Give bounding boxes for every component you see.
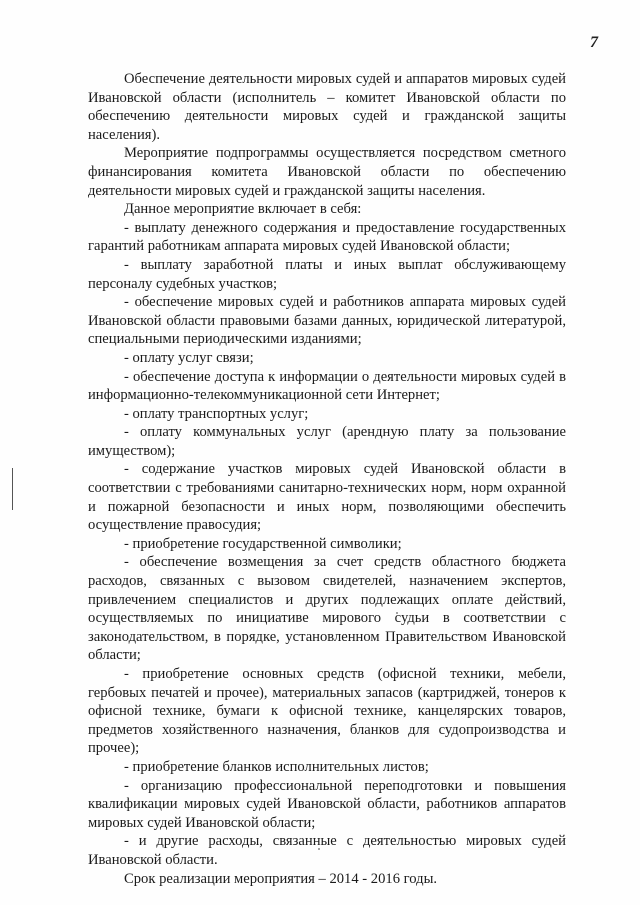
- document-body: [88, 70, 566, 888]
- list-item: - приобретение бланков исполнительных листов;: [124, 758, 429, 775]
- paragraph-financing: Мероприятие подпрограммы осуществляется посредством сметного финансирования комитета Ивановской области по обеспечению деятельности мировых судей и гражданской защиты населения.: [88, 145, 566, 199]
- list-item: - приобретение государственной символики;: [124, 535, 402, 552]
- list-item: - оплату коммунальных услуг (арендную плату за пользование имуществом);: [88, 424, 566, 459]
- list-item: - содержание участков мировых судей Ивановской области в соответствии с требованиями санитарно-технических норм, норм охранной и пожарной безопасности и иных норм, позволяющими обеспечить осуществление правосудия;: [88, 461, 566, 534]
- list-item: - приобретение основных средств (офисной техники, мебели, гербовых печатей и прочее), материальных запасов (картриджей, тонеров к офисной технике, бумаги к офисной технике, канцелярских товаров, предметов хозяйственного назначения, бланков для судопроизводства и прочее);: [88, 666, 566, 757]
- paragraph-intro: Обеспечение деятельности мировых судей и аппаратов мировых судей Ивановской области (исполнитель – комитет Ивановской области по обеспечению деятельности мировых судей и гражданской защиты населения).: [88, 71, 566, 143]
- paragraph-term: Срок реализации мероприятия – 2014 - 2016 годы.: [124, 870, 438, 887]
- list-item: - организацию профессиональной переподготовки и повышения квалификации мировых судей Ивановской области, работников аппаратов мировых судей Ивановской области;: [88, 777, 566, 831]
- list-item: - обеспечение возмещения за счет средств областного бюджета расходов, связанных с вызовом свидетелей, назначением экспертов, привлечением специалистов и других подлежащих оплате действий, осуществляемых по инициативе мирового судьи в соответствии с законодательством, в порядке, установленном Правительством Ивановской области;: [88, 554, 566, 664]
- list-item: - выплату денежного содержания и предоставление государственных гарантий работникам аппарата мировых судей Ивановской области;: [88, 219, 566, 255]
- page-number: 7: [590, 34, 598, 51]
- list-item: - оплату транспортных услуг;: [124, 405, 309, 422]
- list-item: - выплату заработной платы и иных выплат обслуживающему персоналу судебных участков;: [88, 256, 566, 292]
- paragraph-includes: Данное мероприятие включает в себя:: [124, 201, 362, 218]
- list-item: - обеспечение мировых судей и работников аппарата мировых судей Ивановской области правовыми базами данных, юридической литературой, специальными периодическими изданиями;: [88, 294, 566, 348]
- list-item: - оплату услуг связи;: [124, 349, 254, 366]
- margin-scan-mark: [12, 468, 13, 510]
- list-item: - и другие расходы, связанные с деятельностью мировых судей Ивановской области.: [88, 833, 566, 868]
- list-item: - обеспечение доступа к информации о деятельности мировых судей в информационно-телекоммуникационной сети Интернет;: [88, 368, 566, 404]
